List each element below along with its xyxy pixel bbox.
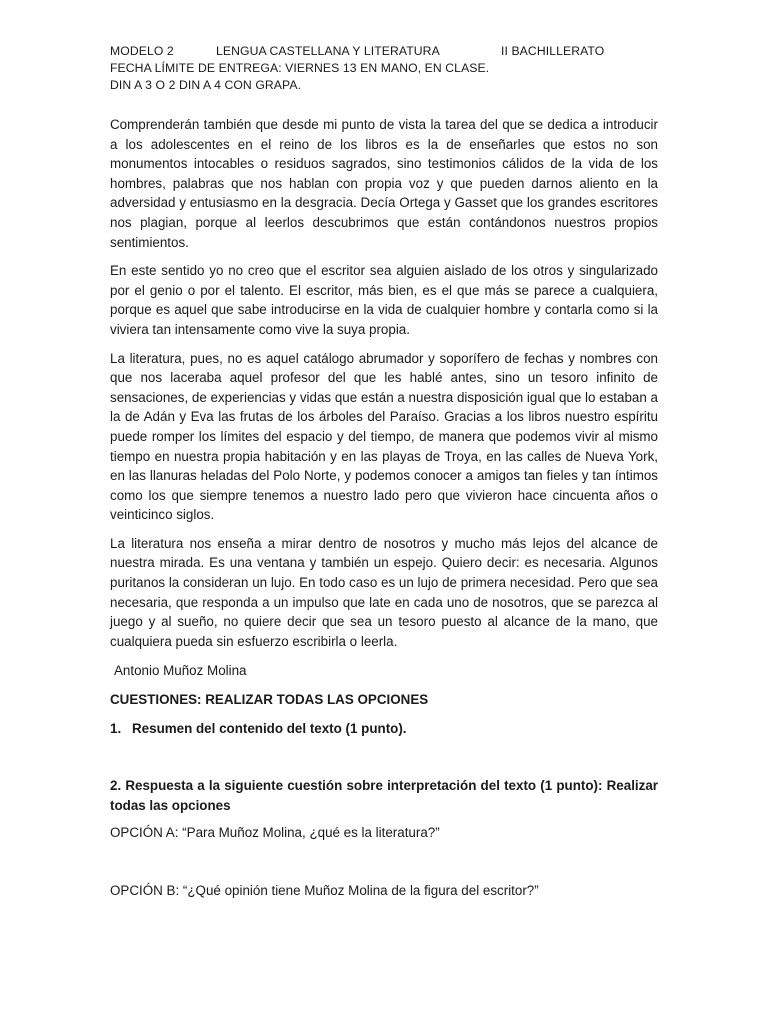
model-label: MODELO 2 (110, 44, 174, 58)
paragraph-1: Comprenderán también que desde mi punto de vista la tarea del que se dedica a introducir a los adolescentes en el reino de los libros es la de enseñarles que estos no son monumentos intocables o residuos sagrados, sino testimonios cálidos de la vida de los hombres, palabras que nos hablan con propia voz y que pueden darnos aliento en la adversidad y entusiasmo en la desgracia. Decía Ortega y Gasset que los grandes escritores nos plagian, porque al leerlos descubrimos que están contándonos nuestros propios sentimientos. (110, 117, 658, 250)
deadline-line: FECHA LÍMITE DE ENTREGA: VIERNES 13 EN MANO, EN CLASE. (110, 61, 490, 75)
document-header (110, 43, 670, 94)
question-1-text: Resumen del contenido del texto (1 punto). (132, 720, 407, 736)
questions-heading: CUESTIONES: REALIZAR TODAS LAS OPCIONES (110, 692, 429, 708)
paragraph-3: La literatura, pues, no es aquel catálogo abrumador y soporífero de fechas y nombres con que nos laceraba aquel profesor del que les hablé antes, sino un tesoro infinito de sensaciones, de experiencias y vidas que están a nuestra disposición igual que lo estaban a la de Adán y Eva las frutas de los árboles del Paraíso. Gracias a los libros nuestro espíritu puede romper los límites del espacio y del tiempo, de manera que podemos vivir al mismo tiempo en nuestra propia habitación y en las playas de Troya, en las calles de Nueva York, en las llanuras heladas del Polo Norte, y podemos conocer a amigos tan fieles y tan íntimos como los que siempre tenemos a nuestro lado pero que vivieron hace cincuenta años o veinticinco siglos. (110, 350, 658, 523)
question-2: 2. Respuesta a la siguiente cuestión sobre interpretación del texto (1 punto): Realizar todas las opciones (110, 778, 658, 813)
level-label: II BACHILLERATO (501, 44, 605, 58)
option-a: OPCIÓN A: “Para Muñoz Molina, ¿qué es la literatura?” (110, 825, 440, 841)
question-1 (110, 719, 658, 739)
document-body (110, 115, 658, 901)
author-name: Antonio Muñoz Molina (114, 663, 247, 679)
paragraph-4: La literatura nos enseña a mirar dentro de nosotros y mucho más lejos del alcance de nuestra mirada. Es una ventana y también un espejo. Quiero decir: es necesaria. Algunos puritanos la consideran un lujo. En todo caso es un lujo de primera necesidad. Pero que sea necesaria, que responda a un impulso que late en cada uno de nosotros, que se parezca al juego y al sueño, no quiere decir que sea un tesoro puesto al alcance de la mano, que cualquiera pueda sin esfuerzo escribirla o leerla. (110, 535, 658, 649)
header-row-1 (110, 43, 670, 60)
format-line: DIN A 3 O 2 DIN A 4 CON GRAPA. (110, 78, 302, 92)
question-1-number: 1. (110, 720, 122, 736)
option-b: OPCIÓN B: “¿Qué opinión tiene Muñoz Molina de la figura del escritor?” (110, 883, 539, 898)
paragraph-2: En este sentido yo no creo que el escritor sea alguien aislado de los otros y singularizado por el genio o por el talento. El escritor, más bien, es el que más se parece a cualquiera, porque es aquel que sabe introducirse en la vida de cualquier hombre y contarla como si la viviera tan intensamente como vive la suya propia. (110, 263, 658, 337)
subject-label: LENGUA CASTELLANA Y LITERATURA (216, 44, 440, 58)
